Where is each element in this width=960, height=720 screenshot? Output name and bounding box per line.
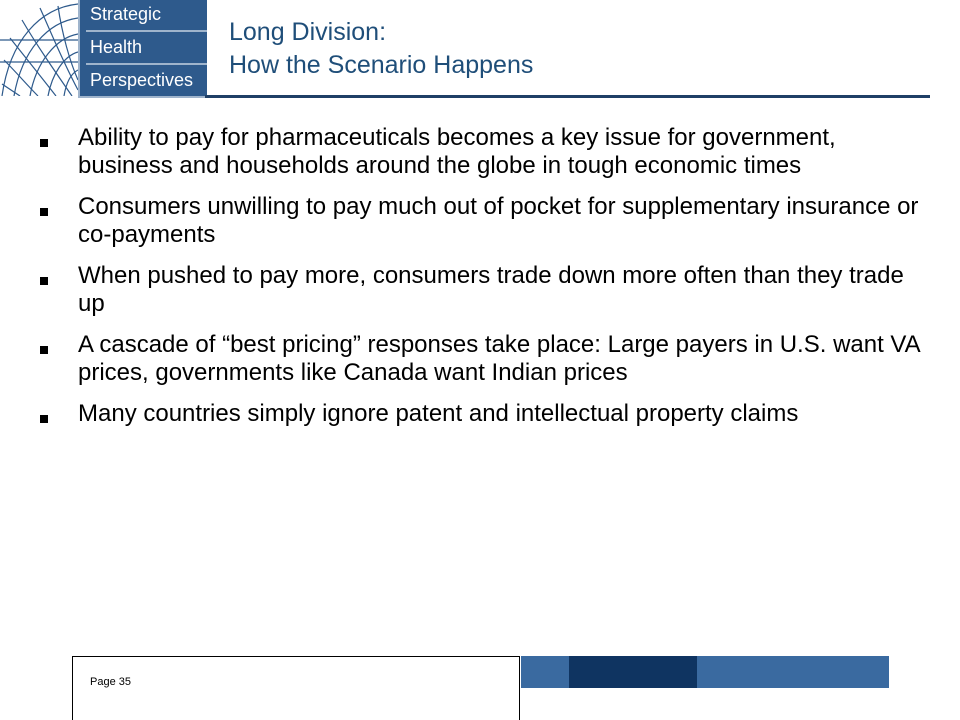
logo-divider bbox=[86, 63, 207, 65]
title-underline bbox=[205, 95, 930, 98]
logo-line-health: Health bbox=[90, 37, 143, 57]
footer-frame bbox=[72, 656, 520, 720]
footer-band-light bbox=[521, 656, 569, 688]
bullet-item bbox=[40, 124, 920, 180]
logo-line-strategic: Strategic bbox=[90, 4, 162, 24]
footer-band-light bbox=[697, 656, 889, 688]
bullet-text: Ability to pay for pharmaceuticals becomes a key issue for government, business and households around the globe in tough economic times bbox=[78, 124, 836, 179]
logo-line-perspectives: Perspectives bbox=[90, 70, 194, 90]
square-bullet-icon bbox=[40, 277, 48, 285]
bullet-item bbox=[40, 262, 920, 318]
slide-title-line2: How the Scenario Happens bbox=[229, 51, 534, 79]
bullet-text: A cascade of “best pricing” responses take place: Large payers in U.S. want VA prices, governments like Canada want Indian prices bbox=[78, 331, 920, 386]
bullet-item bbox=[40, 193, 920, 249]
square-bullet-icon bbox=[40, 208, 48, 216]
page-number: Page 35 bbox=[90, 676, 131, 688]
logo-divider bbox=[86, 30, 207, 32]
footer-band-dark bbox=[569, 656, 697, 688]
bullet-list bbox=[40, 124, 920, 441]
globe-logo-icon bbox=[0, 0, 78, 96]
slide-title bbox=[229, 16, 533, 82]
logo-box bbox=[78, 0, 207, 98]
bullet-text: Consumers unwilling to pay much out of pocket for supplementary insurance or co-payments bbox=[78, 193, 919, 248]
bullet-item bbox=[40, 331, 920, 387]
square-bullet-icon bbox=[40, 415, 48, 423]
bullet-text: When pushed to pay more, consumers trade down more often than they trade up bbox=[78, 262, 904, 317]
square-bullet-icon bbox=[40, 139, 48, 147]
square-bullet-icon bbox=[40, 346, 48, 354]
bullet-text: Many countries simply ignore patent and intellectual property claims bbox=[78, 400, 799, 427]
bullet-item bbox=[40, 400, 920, 428]
slide-title-line1: Long Division: bbox=[229, 18, 387, 46]
